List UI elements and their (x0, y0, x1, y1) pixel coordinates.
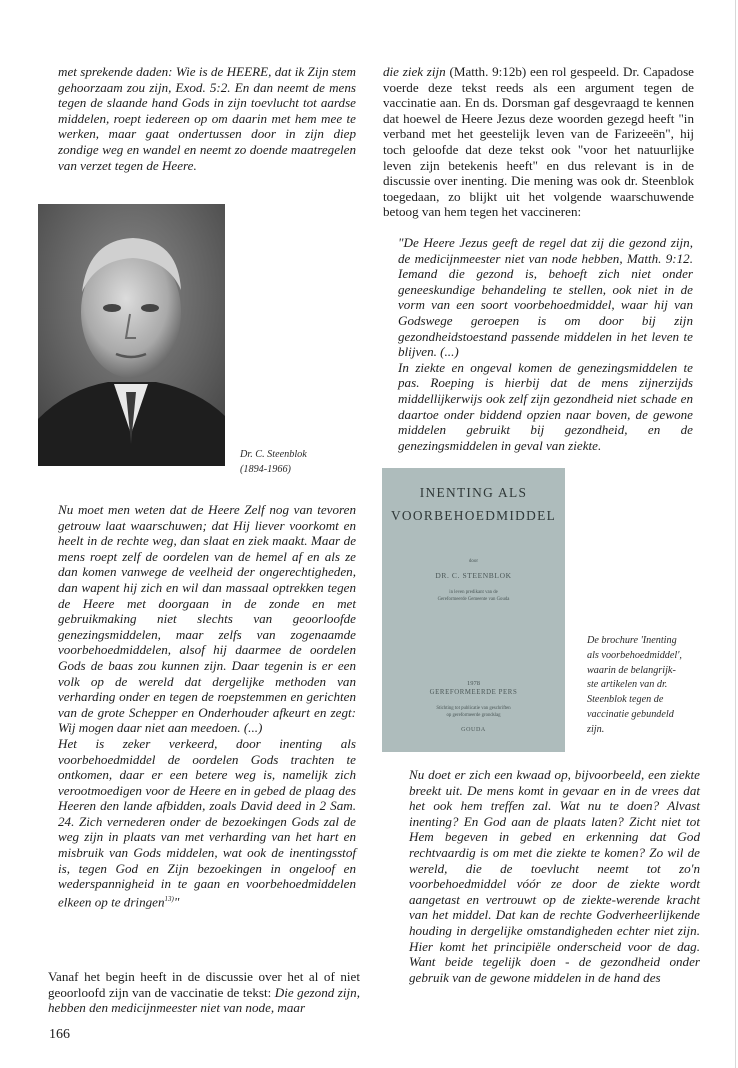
page-number: 166 (49, 1027, 70, 1042)
booklet-author: DR. C. STEENBLOK (435, 571, 512, 580)
left-quote-paragraph-2 (58, 736, 356, 910)
left-bottom-text: Vanaf het begin heeft in de discussie over het al of niet geoorloofd zijn van de vaccinatie de tekst: (48, 969, 360, 1000)
booklet-city: GOUDA (461, 727, 486, 733)
booklet-cover-image (382, 468, 565, 752)
booklet-door: door (468, 559, 479, 564)
footnote-marker: 13) (164, 894, 174, 903)
page-edge-divider (735, 0, 736, 1068)
portrait-caption-years: (1894-1966) (240, 463, 291, 475)
right-quote-paragraph-1: "De Heere Jezus geeft de regel dat zij die gezond zijn, de medicijnmeester niet van node hebben, Matth. 9:12. Iemand die gezond is, behoeft zich niet onder geneeskundige behandeling te stellen, ook niet in de vorm van een soort voorbehoedmiddel, waar hij van Godswege geroepen is om door bij zijn gezondheidstoestand passende middelen in het leven te blijven. (...) (398, 235, 693, 360)
left-bottom-paragraph (48, 969, 360, 1016)
left-quote-paragraph-1: Nu moet men weten dat de Heere Zelf nog van tevoren getrouw laat waarschuwen; dat Hij liever voorkomt en heelt in de rechte weg, dan slaat en ziek maakt. Maar de mens roept zelf de oordelen van de hemel af en als ze dan komen vanwege de veelheid der ongerechtigheden, dan wapent hij zich en wil dan massaal optrekken tegen de Heere met doorgaan in de zonde en met gebruikmaking niet slechts van geoorloofde genezingsmiddelen, maar zelfs van zogenaamde voorbehoedmiddelen, alsof hij daarmee de oordelen Gods de baas zou kunnen zijn. Daar tegenin is er een volk op de wereld dat dergelijke methoden van verharding onder en tegen de roepstemmen en gerichten van de grote Schepper en Onderhouder afkeurt en zegt: Wij mogen daar niet aan meedoen. (...) (58, 502, 356, 736)
booklet-caption-line: vaccinatie gebundeld (587, 708, 674, 720)
booklet-publisher-desc-2: op gereformeerde grondslag (446, 713, 501, 718)
booklet-caption-line: De brochure 'Inenting (587, 635, 677, 646)
booklet-author-desc-2: Gereformeerde Gemeente van Gouda (437, 597, 510, 602)
portrait-caption (240, 448, 307, 478)
booklet-publisher-desc-1: Stichting tot publicatie van geschriften (436, 706, 511, 711)
right-quote (398, 235, 693, 453)
booklet-year: 1978 (467, 680, 480, 687)
booklet-caption (587, 634, 707, 738)
portrait-image (38, 204, 225, 466)
booklet-publisher: GEREFORMEERDE PERS (429, 689, 518, 696)
right-intro-text: (Matth. 9:12b) een rol gespeeld. Dr. Capadose voerde deze tekst reeds als een argument tegen de vaccinatie aan. En ds. Dorsman gaf desgevraagd te kennen dat hoewel de Heere Jezus deze woorden gezegd heeft "in verband met het geestelijk leven van de Farizeeën", hij toch geloofde dat deze tekst ook "voor het natuurlijke leven zijn betekenis heeft" en dus relevant is in de discussie over inenting. Die mening was ook dr. Steenblok toegedaan, zo blijkt uit het volgende waarschuwende betoog van hem tegen het vaccineren: (383, 64, 694, 220)
booklet-title-line-2: VOORBEHOEDMIDDEL (390, 508, 557, 523)
booklet-title-line-1: INENTING ALS (419, 485, 528, 500)
portrait-photo (38, 204, 225, 466)
right-intro-paragraph (383, 64, 694, 220)
booklet-caption-line: ste artikelen van dr. (587, 679, 668, 691)
booklet-author-desc-1: in leven predikant van de (449, 590, 498, 595)
left-intro-paragraph: met sprekende daden: Wie is de HEERE, dat ik Zijn stem gehoorzaam zou zijn, Exod. 5:2. En dan neemt de mens tegen de slaande hand Gods in zijn toevlucht tot aardse middelen, roept iedereen op om daarin met hem mee te werken, maar gaat ondertussen door in zijn diep zondige weg en wandel en neemt zo doende maatregelen van verzet tegen de Heere. (58, 64, 356, 173)
right-bottom-paragraph: Nu doet er zich een kwaad op, bijvoorbeeld, een ziekte breekt uit. De mens komt in gevaar en in de vrees dat het ook hem treffen zal. Wat nu te doen? Alvast inenting? En God aan de plaats laten? Zicht niet tot Hem begeven in gebed en erkenning dat God rechtvaardig is om met die ziekte te komen? Zo wil de wereld, die de toevlucht neemt tot zo'n voorbehoedmiddel vóór ze door de ziekte wordt aangetast en vertrouwt op de ziekte-werende kracht van het middel. Dat kan de rechte Godverheerlijkende houding in dergelijke omstandigheden echter niet zijn. Hier komt het principiële onderscheid voor de dag. Want beide tegelijk doen - de gezondheid onder gebruik van de gewone middelen in de hand des (409, 767, 700, 985)
right-intro-italic: die ziek zijn (383, 64, 446, 79)
left-quote-close: " (173, 894, 180, 910)
booklet-caption-line: als voorbehoedmiddel', (587, 649, 682, 661)
booklet-caption-line: zijn. (587, 723, 605, 735)
left-quote (58, 502, 356, 910)
right-quote-paragraph-2: In ziekte en ongeval komen de genezingsmiddelen te pas. Roeping is hierbij dat de mens zijnerzijds middellijkerwijs ook zelf zijn gezondheid niet schade en daartoe onder biddend opzien naar boven, de gewone middelen gebruikt bij gezondheid, en de genezingsmiddelen in geval van ziekte. (398, 359, 693, 453)
portrait-caption-name: Dr. C. Steenblok (240, 449, 307, 460)
left-quote-paragraph-2-text: Het is zeker verkeerd, door inenting als voorbehoedmiddel de oordelen Gods trachten te ontkomen, daar er een betere weg is, namelijk zich verootmoedigen voor de Heere en in gebed de plaag des Heeren den lande afbidden, zoals David deed in 2 Sam. 24. Zich vernederen onder de bezoekingen Gods zal de weg zijn in plaats van met verharding van het hart en misbruik van Gods middelen, wat ook de inentingsstof is, tegen God en Zijn bezoekingen in ongeloof en wederspannigheid in te gaan en voorbehoedmiddelen elkeen op te dringen (58, 735, 356, 910)
booklet-caption-line: Steenblok tegen de (587, 694, 664, 706)
left-bottom-italic: Die gezond zijn, hebben den medicijnmeester niet van node, maar (48, 984, 360, 1016)
booklet-caption-line: waarin de belangrijk- (587, 664, 676, 676)
